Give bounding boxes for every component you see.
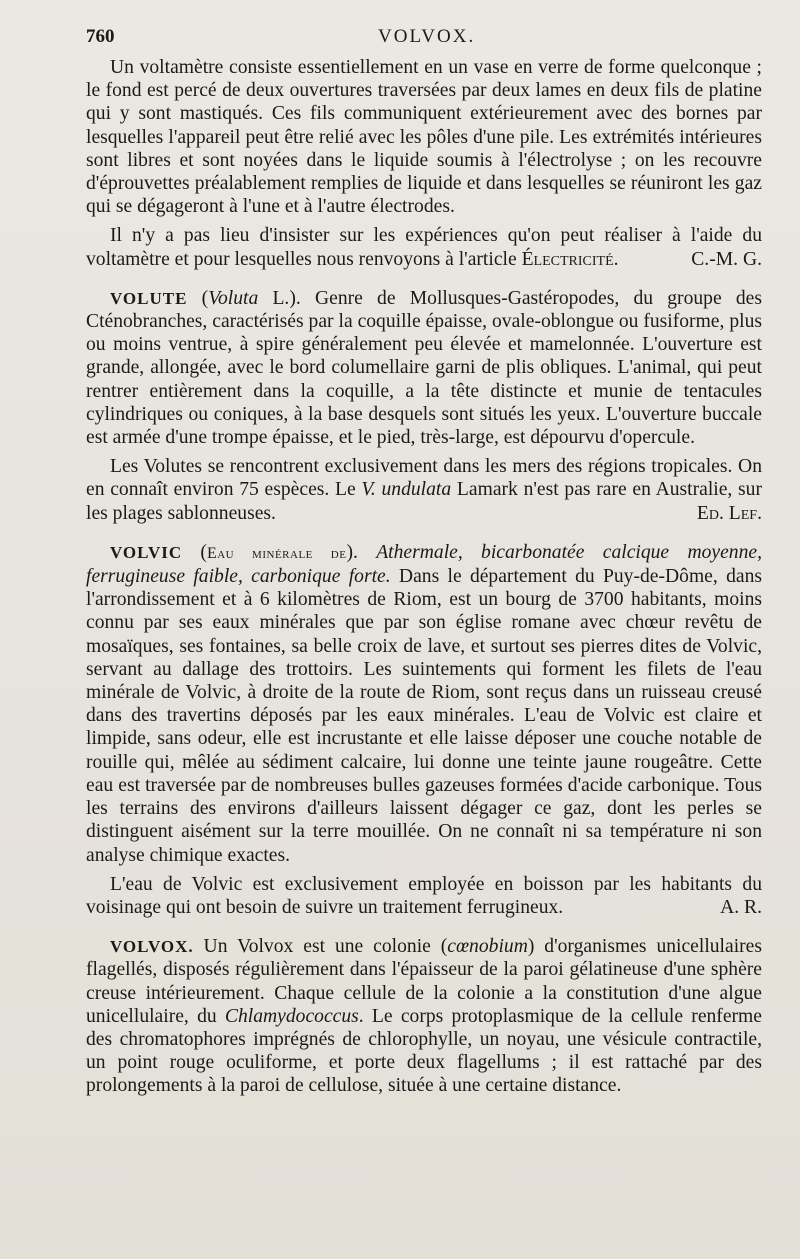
entry-volute: VOLUTE (Voluta L.). Genre de Mollusques-Gastéropodes, du groupe des Cténobranches, caractérisés par la coquille épaisse, ovale-oblongue ou fusiforme, plus ou moins ventrue, à spire généralement peu élevée et mamelonnée. L'ouverture est grande, allongée, avec le bord columellaire garni de plis obliques. L'animal, qui peut rentrer entièrement dans la coquille, a la tête distincte et munie de tentacules cylindriques ou coniques, à la base desquels sont situés les yeux. L'ouverture buccale est armée d'une trompe épaisse, et le pied, très-large, est dépourvu d'opercule. (86, 287, 762, 449)
headword-volute: VOLUTE (110, 288, 188, 308)
term-coenobium: cœnobium (447, 936, 528, 958)
entry-volvox: VOLVOX. Un Volvox est une colonie (cœnobium) d'organismes unicellulaires flagellés, disposés régulièrement dans l'épaisseur de la paroi gélatineuse d'une sphère creuse intérieurement. Chaque cellule de la colonie a la constitution d'une algue unicellulaire, du Chlamydococcus. Le corps protoplasmique de la cellule renferme des chromatophores imprégnés de chlorophylle, un noyau, une vésicule contractile, un point rouge oculiforme, et porte deux flagellums ; il est rattaché par des prolongements à la paroi de cellulose, située à une certaine distance. (86, 936, 762, 1097)
volvic-description: Dans le département du Puy-de-Dôme, dans l'arrondissement et à 6 kilomètres de Riom, est un bourg de 3700 habitants, moins connu par ses eaux minérales que par son église romane avec chœur revêtu de mosaïques, ses fontaines, sa belle croix de lave, et surtout ses pierres dites de Volvic, servant au dallage des trottoirs. Les suintements qui forment les filets de l'eau minérale de Volvic, à droite de la route de Riom, sont reçus dans un ruisseau creusé dans des travertins déposés par les eaux minérales. L'eau de Volvic est claire et limpide, sans odeur, elle est incrustante et elle laisse déposer une couche notable de rouille qui, mêlée au sédiment calcaire, lui donne une teinte jaune rougeâtre. Cette eau est traversée par de nombreuses bulles gazeuses formées d'acide carbonique. Tous les terrains des environs d'ailleurs laissent dégager ce gaz, dont les perles se distinguent aisément sur la terre mouillée. On ne connaît ni sa température ni son analyse chimique exactes. (86, 566, 762, 866)
volute-description: Genre de Mollusques-Gastéropodes, du groupe des Cténobranches, caractérisés par la coquille épaisse, ovale-oblongue ou fusiforme, plus ou moins ventrue, à spire généralement peu élevée et mamelonnée. L'ouverture est grande, allongée, avec le bord columellaire garni de plis obliques. L'animal, qui peut rentrer entièrement dans la coquille, a la tête distincte et munie de tentacules cylindriques ou coniques, à la base desquels sont situés les yeux. L'ouverture buccale est armée d'une trompe épaisse, et le pied, très-large, est dépourvu d'opercule. (86, 287, 762, 449)
running-head: VOLVOX. (378, 26, 476, 47)
page-number: 760 (86, 26, 115, 47)
voltametre-paragraph-1: Un voltamètre consiste essentiellement en un vase en verre de forme quelconque ; le fond est percé de deux ouvertures traversées par deux lames en deux fils de platine qui y sont mastiqués. Ces fils communiquent extérieurement avec des bornes par lesquelles l'appareil peut être relié avec les pôles d'une pile. Les extrémités intérieures sont libres et sont noyées dans le liquide soumis à l'électrolyse ; on les recouvre d'éprouvettes préalablement remplies de liquide et dans lesquelles se réuniront les gaz qui se dégageront à l'une et à l'autre électrodes. (86, 57, 762, 218)
signature-ed-lef: Ed. Lef. (696, 502, 762, 524)
signature-ar: A. R. (720, 896, 762, 918)
page-header (86, 22, 762, 56)
volvic-classification: Athermale, bicarbonatée calcique moyenne, ferrugineuse faible, carbonique forte. (86, 541, 762, 588)
headword-volvox: VOLVOX. (110, 937, 194, 957)
voltametre-paragraph-2 (86, 224, 762, 270)
genus-chlamydococcus: Chlamydococcus (224, 1005, 359, 1027)
signature-cmg: C.-M. G. (691, 248, 762, 270)
headword-volvic: VOLVIC (110, 542, 183, 562)
entry-volvic: VOLVIC (Eau minérale de). Athermale, bicarbonatée calcique moyenne, ferrugineuse faible, carbonique forte. Dans le département du Puy-de-Dôme, dans l'arrondissement et à 6 kilomètres de Riom, est un bourg de 3700 habitants, moins connu par ses eaux minérales que par son église romane avec chœur revêtu de mosaïques, ses fontaines, sa belle croix de lave, et surtout ses pierres dites de Volvic, servant au dallage des trottoirs. Les suintements qui forment les filets de l'eau minérale de Volvic, à droite de la route de Riom, sont reçus dans un ruisseau creusé dans des travertins déposés par les eaux minérales. L'eau de Volvic est claire et limpide, sans odeur, elle est incrustante et elle laisse déposer une couche notable de rouille qui, mêlée au sédiment calcaire, lui donne une teinte jaune rougeâtre. Cette eau est traversée par de nombreuses bulles gazeuses formées d'acide carbonique. Tous les terrains des environs d'ailleurs laissent dégager ce gaz, dont les perles se distinguent aisément sur la terre mouillée. On ne connaît ni sa température ni son analyse chimique exactes. (86, 541, 762, 866)
volvic-subtitle: Eau minérale de (206, 544, 347, 562)
species-name: V. undulata (361, 479, 452, 501)
volvic-paragraph-2: L'eau de Volvic est exclusivement employée en boisson par les habitants du voisinage qui ont besoin de suivre un traitement ferrugineux. A. R. (86, 873, 762, 918)
cross-reference-electricite: Électricité. (521, 248, 619, 270)
volute-paragraph-2: Les Volutes se rencontrent exclusivement dans les mers des régions tropicales. On en connaît environ 75 espèces. Le V. undulata Lamark n'est pas rare en Australie, sur les plages sablonneuses. Ed. Lef. (86, 456, 762, 524)
latin-name-voluta: Voluta (208, 287, 259, 309)
voltametre-text: Il n'y a pas lieu d'insister sur les expériences qu'on peut réaliser à l'aide du voltamètre et pour lesquelles nous renvoyons à l'article (86, 225, 762, 270)
